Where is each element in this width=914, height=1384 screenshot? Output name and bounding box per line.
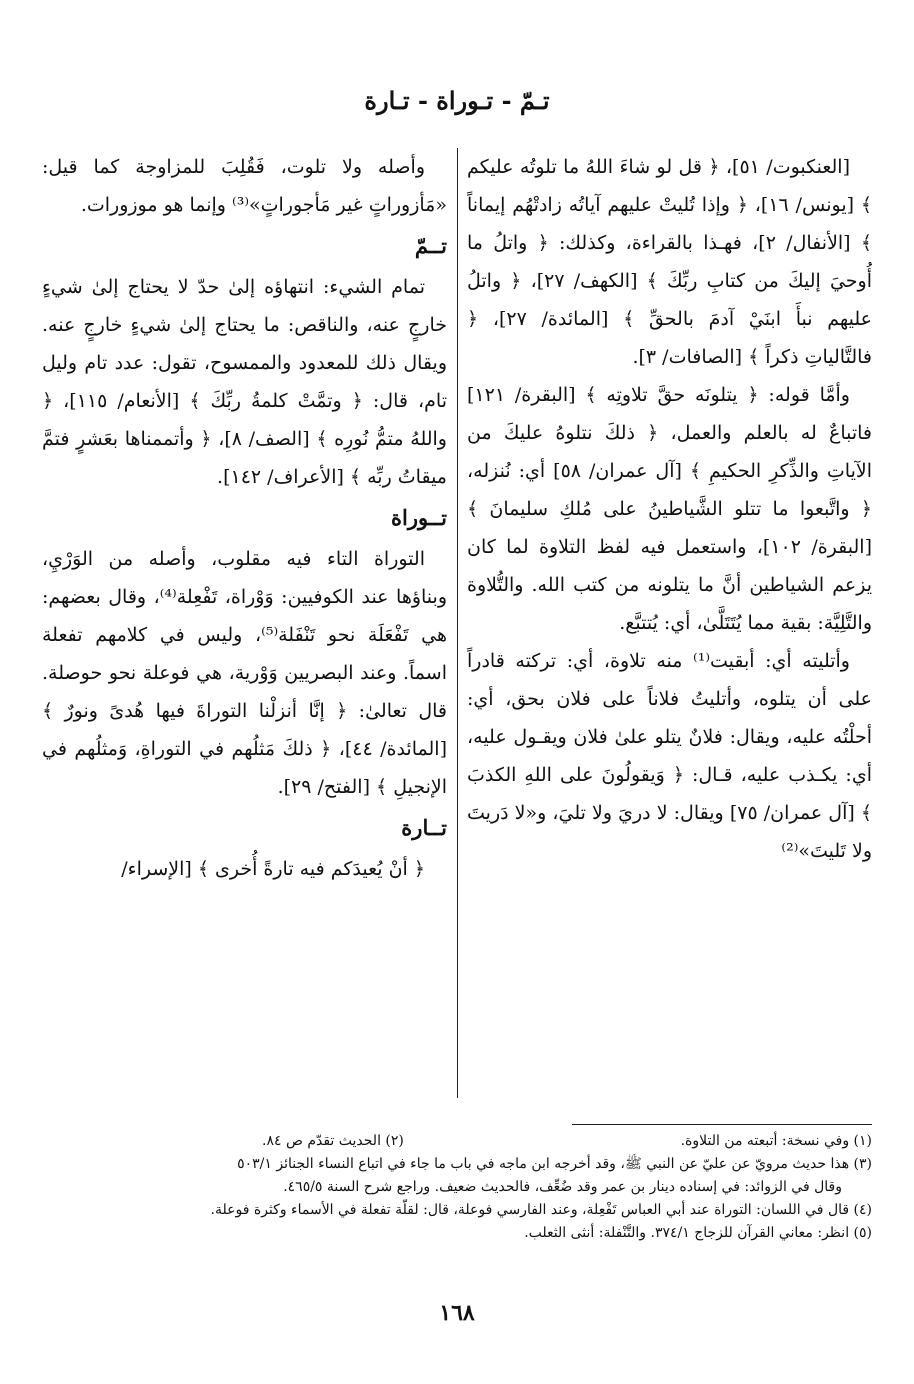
- right-column: [467, 148, 872, 1098]
- paragraph: وأمَّا قوله: ﴿ يتلونَه حقَّ تلاوتِه ﴾ [البقرة/ ١٢١] فاتباعٌ له بالعلم والعمل، ﴿ ذلكَ نتلوهُ عليكَ من الآياتِ والذِّكرِ الحكيمِ ﴾ [آل عمران/ ٥٨] أي: نُنزله، ﴿ واتَّبعوا ما تتلو الشَّياطينُ على مُلكِ سليمانَ ﴾ [البقرة/ ١٠٢]، واستعمل فيه لفظ التلاوة لما كان يزعم الشياطين أنَّ ما يتلونه من كتب الله. والتُّلاوة والتَّلِيَّة: بقية مما يُتَتَلَّىٰ، أي: يُتتبَّع.: [467, 384, 872, 634]
- paragraph: وأصله ولا تلوت، فَقُلِبَ للمزاوجة كما قيل: «مَأزوراتٍ غير مَأجوراتٍ»⁽³⁾ وإنما هو موزورات.: [42, 156, 447, 216]
- footnote-row: [42, 1130, 872, 1153]
- footnote-5: (٥) انظر: معاني القرآن للزجاج ٣٧٤/١. والتَّنْفلة: أنثى الثعلب.: [524, 1225, 872, 1241]
- footnote-1: (١) وفي نسخة: أتبعته من التلاوة.: [680, 1133, 872, 1149]
- footnote-2: (٢) الحديث تقدّم ص ٨٤.: [262, 1133, 404, 1149]
- paragraph: [العنكبوت/ ٥١]، ﴿ قل لو شاءَ اللهُ ما تلوتُه عليكم ﴾ [يونس/ ١٦]، ﴿ وإذا تُليتْ عليهم آياتُه زادتْهُم إيماناً ﴾ [الأنفال/ ٢]، فهـذا بالقراءة، وكذلك: ﴿ واتلُ ما أُوحيَ إليكَ من كتابِ ربِّكَ ﴾ [الكهف/ ٢٧]، ﴿ واتلُ عليهم نبأَ ابنَيْ آدمَ بالحقِّ ﴾ [المائدة/ ٢٧]، ﴿ فالتَّالياتِ ذكراً ﴾ [الصافات/ ٣].: [467, 156, 872, 368]
- page-number: ١٦٨: [439, 1300, 475, 1326]
- footnote-4: (٤) قال في اللسان: التوراة عند أبي العباس تَفْعِلة، وعند الفارسي فوعلة، قال: لقلّة تفعلة في الأسماء وكثرة فوعلة.: [210, 1202, 872, 1218]
- footnote-divider: [572, 1124, 872, 1125]
- running-header: تـمّ - تـوراة - تـارة: [364, 86, 550, 115]
- entry-heading-tara: تــارة: [401, 815, 447, 840]
- entry-heading-tamma: تــمّ: [414, 233, 447, 258]
- column-divider: [457, 148, 458, 1098]
- paragraph: وأتليته أي: أبقيت⁽¹⁾ منه تلاوة، أي: تركته قادراً على أن يتلوه، وأتليتُ فلاناً على فلان بحق، أي: أحلْتُه عليه، ويقال: فلانٌ يتلو علىٰ فلان ويقـول عليه، أي: يكـذب عليه، قـال: ﴿ وَيقولُونَ على اللهِ الكذبَ ﴾ [آل عمران/ ٧٥] ويقال: لا دريَ ولا تليَ، و«لا دَريتَ ولا تَليتَ»⁽²⁾: [467, 650, 872, 862]
- footnote-3-continued: وقال في الزوائد: في إسناده دينار بن عمر وقد ضُعِّف، فالحديث ضعيف. وراجع شرح السنة ٤٦٥/٥.: [283, 1179, 842, 1195]
- paragraph: التوراة التاء فيه مقلوب، وأصله من الوَرْيِ، وبناؤها عند الكوفيين: وَوْراة، تَفْعِلة⁽⁴⁾، وقال بعضهم: هي تَفْعَلَة نحو تَنْفَلة⁽⁵⁾، وليس في كلامهم تفعلة اسماً. وعند البصريين وَوْرية، هي فوعلة نحو حوصلة. قال تعالىٰ: ﴿ إنَّا أنزلْنا التوراةَ فيها هُدىً ونورٌ ﴾ [المائدة/ ٤٤]، ﴿ ذلكَ مَثلُهم في التوراةِ، وَمثلُهم في الإنجيلِ ﴾ [الفتح/ ٢٩].: [42, 548, 447, 798]
- left-column: [42, 148, 447, 1098]
- paragraph: تمام الشيء: انتهاؤه إلىٰ حدّ لا يحتاج إلىٰ شيءٍ خارجٍ عنه، والناقص: ما يحتاج إلىٰ شيءٍ خارجٍ عنه. ويقال ذلك للمعدود والممسوح، تقول: عدد تام وليل تام، قال: ﴿ وتمَّتْ كلمةُ ربِّكَ ﴾ [الأنعام/ ١١٥]، ﴿ واللهُ متمُّ نُورِه ﴾ [الصف/ ٨]، ﴿ وأتممناها بعَشرٍ فتمَّ ميقاتُ ربِّه ﴾ [الأعراف/ ١٤٢].: [42, 276, 447, 488]
- paragraph: ﴿ أنْ يُعيدَكم فيه تارةً أُخرى ﴾ [الإسراء/: [121, 858, 425, 880]
- entry-heading-tawrat: تــوراة: [391, 505, 447, 530]
- footnotes: [42, 1130, 872, 1245]
- footnote-3: (٣) هذا حديث مرويّ عن عليّ عن النبي ﷺ، وقد أخرجه ابن ماجه في باب ما جاء في اتباع النساء الجنائز ٥٠٣/١: [237, 1156, 872, 1172]
